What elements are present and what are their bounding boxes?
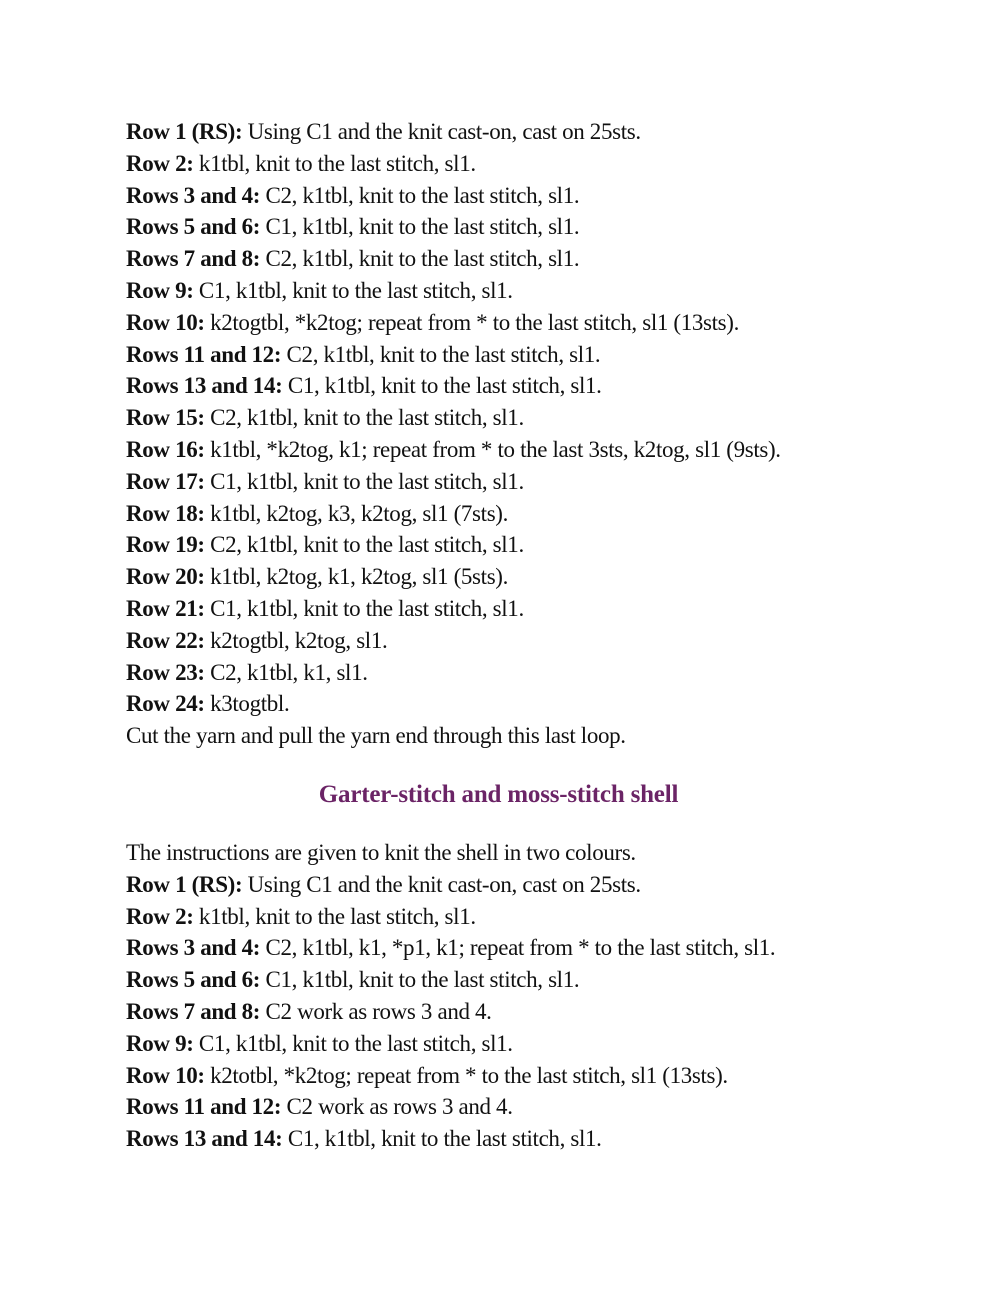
row-text: Using C1 and the knit cast-on, cast on 25sts. — [242, 871, 641, 897]
row-text: C2, k1tbl, knit to the last stitch, sl1. — [204, 532, 524, 558]
instruction-row — [126, 561, 946, 593]
instruction-row — [126, 964, 946, 996]
row-text: C2, k1tbl, k1, *p1, k1; repeat from * to the last stitch, sl1. — [260, 935, 776, 961]
row-label: Row 17: — [126, 468, 205, 494]
row-text: C2, k1tbl, knit to the last stitch, sl1. — [260, 182, 580, 208]
instruction-row — [126, 434, 946, 466]
instruction-row — [126, 466, 946, 498]
section-heading: Garter-stitch and moss-stitch shell — [318, 780, 679, 808]
row-label: Row 20: — [126, 564, 205, 590]
row-label: Rows 7 and 8: — [126, 246, 261, 272]
row-text: C1, k1tbl, knit to the last stitch, sl1. — [193, 1030, 513, 1056]
row-text: k1tbl, knit to the last stitch, sl1. — [193, 903, 476, 929]
instruction-row — [126, 593, 946, 625]
row-text: k2togtbl, *k2tog; repeat from * to the last stitch, sl1 (13sts). — [204, 309, 739, 335]
instruction-row — [126, 211, 946, 243]
row-label: Row 1 (RS): — [126, 871, 243, 897]
instruction-row — [126, 869, 946, 901]
row-label: Row 19: — [126, 532, 205, 558]
row-text: k1tbl, knit to the last stitch, sl1. — [193, 150, 476, 176]
row-text: C1, k1tbl, knit to the last stitch, sl1. — [282, 1126, 602, 1152]
row-text: C2, k1tbl, knit to the last stitch, sl1. — [281, 341, 601, 367]
row-text: C1, k1tbl, knit to the last stitch, sl1. — [193, 277, 513, 303]
row-label: Row 1 (RS): — [126, 119, 243, 144]
row-text: C1, k1tbl, knit to the last stitch, sl1. — [282, 373, 602, 399]
instruction-row — [126, 370, 946, 402]
instruction-row — [126, 901, 946, 933]
row-text: k1tbl, k2tog, k3, k2tog, sl1 (7sts). — [204, 500, 508, 526]
instruction-row — [126, 402, 946, 434]
row-text: C2, k1tbl, k1, sl1. — [204, 659, 368, 685]
garter-moss-instructions-section — [126, 869, 946, 1155]
closing-instruction: Cut the yarn and pull the yarn end through this last loop. — [126, 723, 626, 749]
row-text: C2, k1tbl, knit to the last stitch, sl1. — [204, 405, 524, 431]
row-text: C1, k1tbl, knit to the last stitch, sl1. — [260, 214, 580, 240]
row-label: Row 15: — [126, 405, 205, 431]
row-text: k3togtbl. — [204, 691, 290, 717]
instruction-row — [126, 1028, 946, 1060]
row-text: C2, k1tbl, knit to the last stitch, sl1. — [260, 246, 580, 272]
instruction-row — [126, 1091, 946, 1123]
row-label: Row 10: — [126, 1062, 205, 1088]
row-text: C1, k1tbl, knit to the last stitch, sl1. — [204, 468, 524, 494]
row-label: Rows 5 and 6: — [126, 214, 261, 240]
instruction-row — [126, 1060, 946, 1092]
instruction-row — [126, 243, 946, 275]
row-label: Row 22: — [126, 627, 205, 653]
row-label: Rows 13 and 14: — [126, 1126, 283, 1152]
intro-text: The instructions are given to knit the shell in two colours. — [126, 839, 636, 865]
row-label: Rows 3 and 4: — [126, 935, 261, 961]
instruction-row — [126, 180, 946, 212]
row-label: Rows 13 and 14: — [126, 373, 283, 399]
instruction-row — [126, 529, 946, 561]
row-label: Rows 5 and 6: — [126, 967, 261, 993]
row-label: Row 9: — [126, 1030, 194, 1056]
row-text: k2totbl, *k2tog; repeat from * to the last stitch, sl1 (13sts). — [204, 1062, 728, 1088]
instruction-row — [126, 625, 946, 657]
instruction-row — [126, 148, 946, 180]
row-text: C1, k1tbl, knit to the last stitch, sl1. — [204, 595, 524, 621]
document-page — [126, 116, 946, 1155]
row-text: k1tbl, *k2tog, k1; repeat from * to the last 3sts, k2tog, sl1 (9sts). — [204, 436, 781, 462]
row-label: Rows 3 and 4: — [126, 182, 261, 208]
instruction-row — [126, 657, 946, 689]
row-label: Rows 11 and 12: — [126, 1094, 282, 1120]
row-label: Row 16: — [126, 436, 205, 462]
row-text: C2 work as rows 3 and 4. — [260, 998, 492, 1024]
row-label: Rows 7 and 8: — [126, 998, 261, 1024]
instruction-row — [126, 498, 946, 530]
instruction-row — [126, 339, 946, 371]
instruction-row — [126, 116, 946, 148]
instruction-row — [126, 307, 946, 339]
row-label: Row 18: — [126, 500, 205, 526]
row-text: k2togtbl, k2tog, sl1. — [204, 627, 388, 653]
row-label: Row 10: — [126, 309, 205, 335]
row-label: Row 23: — [126, 659, 205, 685]
row-label: Row 2: — [126, 903, 194, 929]
instruction-row — [126, 1123, 946, 1155]
instruction-row — [126, 996, 946, 1028]
instruction-row — [126, 275, 946, 307]
row-text: C2 work as rows 3 and 4. — [281, 1094, 513, 1120]
instruction-row — [126, 932, 946, 964]
row-label: Rows 11 and 12: — [126, 341, 282, 367]
row-text: C1, k1tbl, knit to the last stitch, sl1. — [260, 967, 580, 993]
row-label: Row 2: — [126, 150, 194, 176]
row-label: Row 24: — [126, 691, 205, 717]
row-text: Using C1 and the knit cast-on, cast on 25sts. — [242, 119, 641, 144]
instruction-row — [126, 688, 946, 720]
shell-instructions-section — [126, 116, 946, 720]
row-text: k1tbl, k2tog, k1, k2tog, sl1 (5sts). — [204, 564, 508, 590]
row-label: Row 9: — [126, 277, 194, 303]
row-label: Row 21: — [126, 595, 205, 621]
